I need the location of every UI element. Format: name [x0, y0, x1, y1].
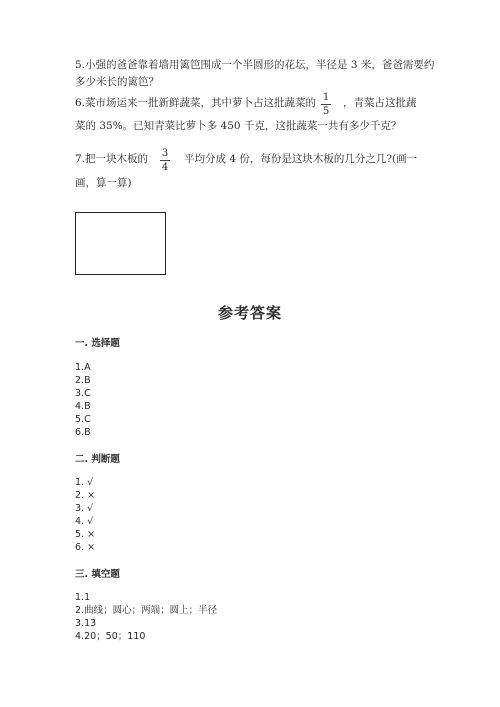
question-6-prefix: 6.菜市场运来一批新鲜蔬菜，其中萝卜占这批蔬菜的: [75, 97, 317, 109]
question-7-line-2: 画，算一算): [75, 177, 132, 189]
question-6-line-2: 菜的 35%。已知青菜比萝卜多 450 千克，这批蔬菜一共有多少千克？: [75, 120, 402, 132]
answer-item: 4.B: [75, 401, 91, 412]
answer-item: 2.曲线；圆心；两端；圆上；半径: [75, 605, 218, 616]
answer-item: 3.C: [75, 388, 91, 399]
answer-item: 2.B: [75, 375, 91, 386]
answer-item: 5. ×: [75, 529, 96, 540]
answers-title: 参考答案: [217, 304, 282, 322]
question-5-line-1: 5.小强的爸爸靠着墙用篱笆围成一个半圆形的花坛，半径是 3 米，爸爸需要约: [75, 59, 435, 71]
fraction-denominator: 5: [322, 106, 330, 117]
section-heading-judgment: 二. 判断题: [75, 454, 120, 465]
drawing-rectangle: [75, 212, 166, 275]
answer-item: 3. √: [75, 503, 94, 514]
answer-item: 6. ×: [75, 542, 96, 553]
answer-item: 1. √: [75, 477, 94, 488]
question-7-prefix: 7.把一块木板的: [75, 153, 149, 165]
answer-item: 4. √: [75, 516, 94, 527]
fraction-denominator: 4: [161, 162, 169, 173]
question-7-fraction: [158, 148, 172, 173]
question-6-fraction: [319, 92, 333, 117]
answer-item: 6.B: [75, 427, 91, 438]
answer-item: 1.1: [75, 592, 91, 603]
question-7-suffix: 平均分成 4 份，每份是这块木板的几分之几?(画一: [184, 153, 418, 165]
fraction-numerator: 1: [322, 92, 330, 103]
answer-item: 3.13: [75, 618, 97, 629]
section-heading-choice: 一. 选择题: [75, 338, 120, 349]
answer-item: 4.20；50；110: [75, 631, 146, 642]
answer-item: 5.C: [75, 414, 91, 425]
fraction-bar: [321, 104, 331, 105]
question-5-line-2: 多少米长的篱笆？: [75, 76, 159, 88]
section-heading-fill-blank: 三. 填空题: [75, 569, 120, 580]
question-6-suffix: ，青菜占这批蔬: [343, 97, 417, 109]
answer-item: 1.A: [75, 362, 91, 373]
answer-item: 2. ×: [75, 490, 96, 501]
fraction-bar: [160, 160, 170, 161]
fraction-numerator: 3: [161, 148, 169, 159]
